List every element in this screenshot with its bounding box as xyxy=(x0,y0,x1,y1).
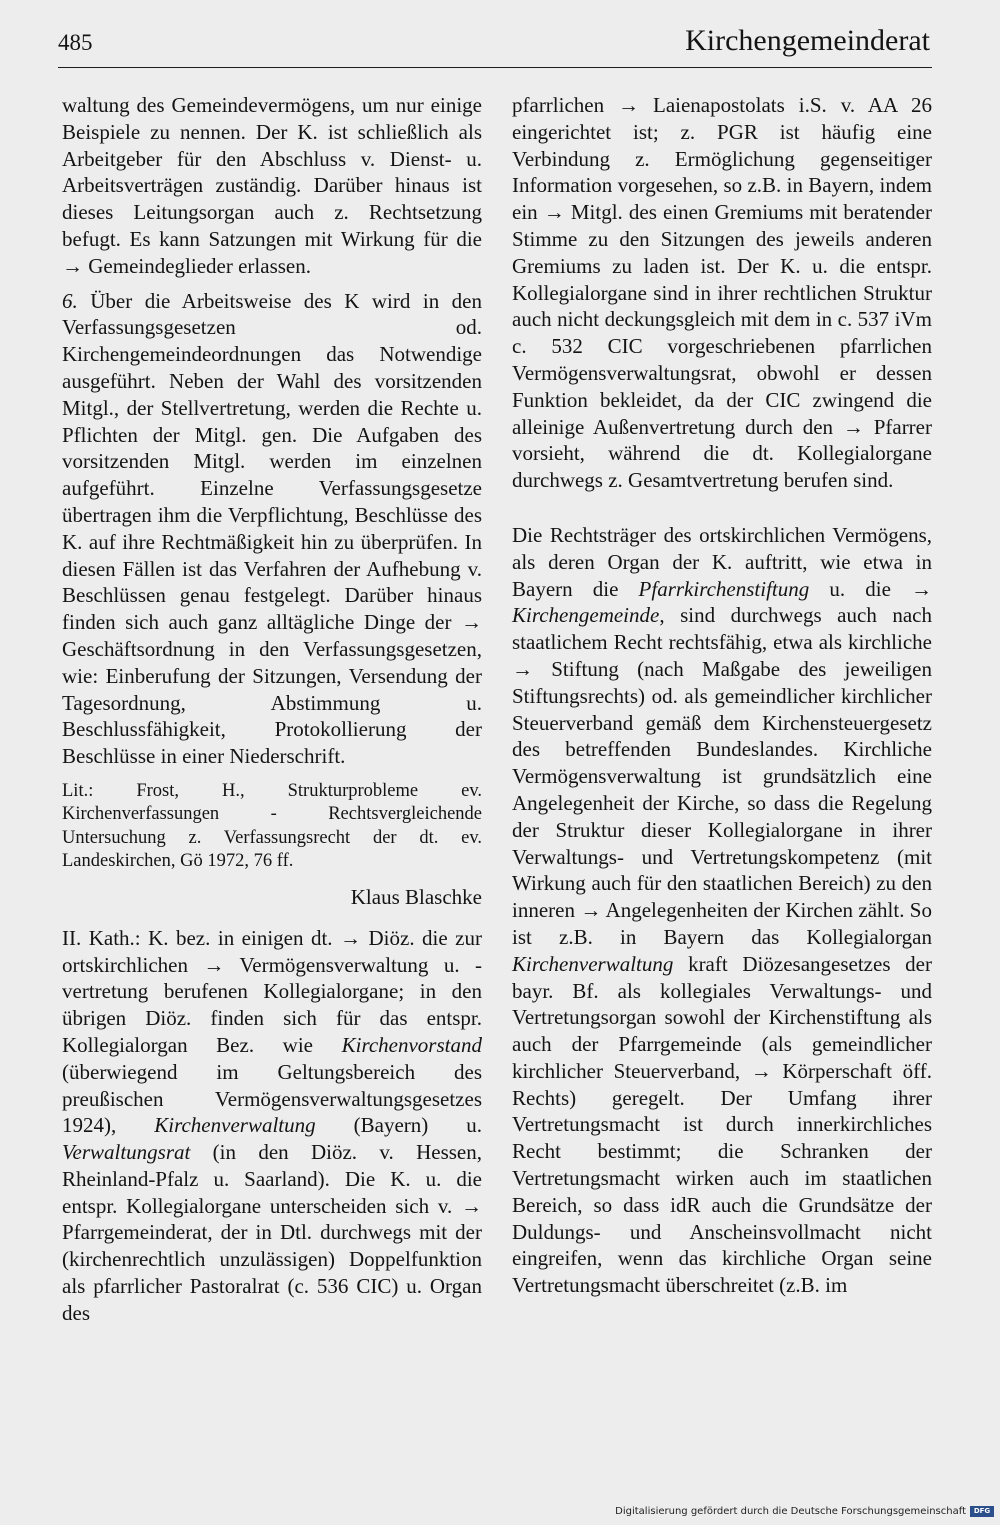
author-name: Klaus Blaschke xyxy=(350,884,482,909)
header-rule xyxy=(58,67,932,68)
text: (in den Diöz. v. Hessen, Rheinland-Pfalz u. Saarland). Die K. u. die entspr. Kollegialorgane unterscheiden sich v. → Pfarrgemeinderat, der in Dtl. durchwegs mit der (kirchenrechtlich unzulässigen) Doppelfunktion als pfarrlicher Pastoralrat (c. 536 CIC) u. Organ des xyxy=(62,1140,482,1325)
text: (Bayern) u. xyxy=(315,1113,482,1138)
paragraph xyxy=(512,522,932,1299)
paragraph: pfarrlichen → Laienapostolats i.S. v. AA 26 eingerichtet ist; z. PGR ist häufig eine Verbindung z. Ermöglichung gegenseitiger Information vorgesehen, so z.B. in Bayern, indem ein → Mitgl. des einen Gremiums mit beratender Stimme zu den Sitzungen des jeweils anderen Gremiums zu laden ist. Der K. u. die entspr. Kollegialorgane sind in ihrer rechtlichen Struktur auch nicht deckungsgleich mit dem in c. 537 iVm c. 532 CIC vorgeschriebenen pfarrlichen Vermögensverwaltungsrat, obwohl er dessen Funktion bekleidet, da der CIC zwingend die alleinige Außenvertretung durch den → Pfarrer vorsieht, während die dt. Kollegialorgane durchwegs z. Gesamtvertretung berufen sind. xyxy=(512,93,932,493)
paragraph xyxy=(62,288,482,770)
text: kraft Diözesangesetzes der bayr. Bf. als kollegiales Verwaltungs- und Vertretungsorgan sowohl der Kirchenstiftung als auch der Pfarrgemeinde (als gemeindlicher kirchlicher Steuerverband, → Körperschaft öff. Rechts) geregelt. Der Umfang ihrer Vertretungsmacht ist durch innerkirchliches Recht bestimmt; die Schranken der Vertretungsmacht wirken auch im staatlichen Bereich, so dass idR auch die Grundsätze der Duldungs- und Anscheinsvollmacht nicht eingreifen, wenn das kirchliche Organ seine Vertretungsmacht überschreitet (z.B. im xyxy=(512,951,932,1298)
page-number: 485 xyxy=(58,30,93,55)
running-head: Kirchengemeinderat xyxy=(685,24,930,57)
section-number: 6. xyxy=(62,288,78,313)
text: (überwiegend im Geltungsbereich des preußischen Vermögensverwaltungsgesetzes 1924), xyxy=(62,1059,482,1138)
text: u. die → xyxy=(809,576,933,601)
italic-term: Verwaltungsrat xyxy=(62,1140,191,1165)
literature-reference: Lit.: Frost, H., Strukturprobleme ev. Kirchenverfassungen - Rechtsvergleichende Untersuchung z. Verfassungsrecht der dt. ev. Landeskirchen, Gö 1972, 76 ff. xyxy=(62,780,482,872)
page-header xyxy=(58,22,930,68)
italic-term: Kirchenverwaltung xyxy=(154,1113,316,1138)
text: II. Kath.: K. bez. in einigen dt. → Diöz. die zur ortskirchlichen → Vermögensverwaltung u. -vertretung berufenen Kollegialorgane; in den übrigen Diöz. finden sich für das entspr. Kollegialorgan Bez. wie xyxy=(62,925,482,1057)
italic-term: Pfarrkirchenstiftung xyxy=(638,576,810,601)
italic-term: Kirchenverwaltung xyxy=(512,951,674,976)
paragraph xyxy=(62,925,482,1327)
dfg-logo-icon: DFG xyxy=(970,1506,994,1517)
italic-term: Kirchengemeinde xyxy=(512,603,660,628)
footer-text: Digitalisierung gefördert durch die Deutsche Forschungsgemeinschaft xyxy=(615,1506,966,1517)
paragraph-text: Über die Arbeitsweise des K wird in den Verfassungsgesetzen od. Kirchengemeindeordnungen das Notwendige ausgeführt. Neben der Wahl des vorsitzenden Mitgl., der Stellvertretung, werden die Rechte u. Pflichten der Mitgl. gen. Die Aufgaben des vorsitzenden Mitgl. werden im einzelnen aufgeführt. Einzelne Verfassungsgesetze übertragen ihm die Verpflichtung, Beschlüsse des K. auf ihre Rechtmäßigkeit hin zu überprüfen. In diesen Fällen ist das Verfahren der Aufhebung v. Beschlüssen genau festgelegt. Darüber hinaus finden sich auch ganz alltägliche Dinge der → Geschäftsordnung in den Verfassungsgesetzen, wie: Einberufung der Sitzungen, Versendung der Tagesordnung, Abstimmung u. Beschlussfähigkeit, Protokollierung der Beschlüsse in einer Niederschrift. xyxy=(62,288,483,769)
text: Die Rechtsträger des ortskirchlichen Vermögens, als deren Organ der K. auftritt, wie etwa in Bayern die xyxy=(512,522,932,601)
paragraph: waltung des Gemeindevermögens, um nur einige Beispiele zu nennen. Der K. ist schließlich als Arbeitgeber für den Abschluss v. Dienst- u. Arbeitsverträgen zuständig. Darüber hinaus ist dieses Leitungsorgan auch z. Rechtsetzung befugt. Es kann Satzungen mit Wirkung für die → Gemeindeglieder erlassen. xyxy=(62,93,482,278)
text: , sind durchwegs auch nach staatlichem Recht rechtsfähig, etwa als kirchliche → Stiftung (nach Maßgabe des jeweiligen Stiftungsrechts) od. als gemeindlicher kirchlicher Steuerverband gemäß dem Kirchensteuergesetz des betreffenden Bundeslandes. Kirchliche Vermögensverwaltung ist grundsätzlich eine Angelegenheit der Kirche, so dass die Regelung der Struktur dieser Kollegialorgane in ihrer Verwaltungs- und Vertretungskompetenz (mit Wirkung auch für den staatlichen Bereich) zu den inneren → Angelegenheiten der Kirchen zählt. So ist z.B. in Bayern das Kollegialorgan xyxy=(512,603,932,949)
footer xyxy=(615,1506,994,1517)
italic-term: Kirchenvorstand xyxy=(341,1032,482,1057)
left-column xyxy=(62,92,482,1327)
right-column xyxy=(512,92,932,1299)
